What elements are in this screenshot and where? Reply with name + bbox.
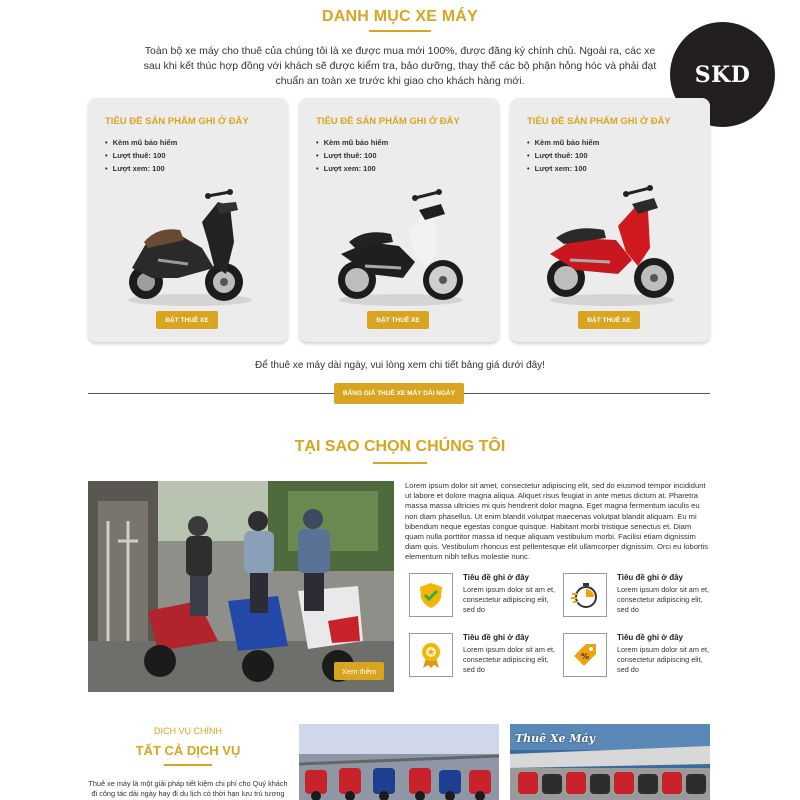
product-features xyxy=(105,136,177,175)
feature-item: • Lượt thuê: 100 xyxy=(527,149,599,162)
service-image[interactable] xyxy=(510,724,710,800)
motorbike-image[interactable] xyxy=(329,182,469,312)
feature-title: Tiêu đề ghi ở đây xyxy=(617,573,683,582)
price-list-button[interactable]: BẢNG GIÁ THUÊ XE MÁY DÀI NGÀY xyxy=(334,383,464,404)
feature-desc: Lorem ipsum dolor sit am et, consectetur adipiscing elit, sed do xyxy=(463,585,556,614)
catalog-description: Toàn bộ xe máy cho thuê của chúng tôi là xe được mua mới 100%, được đăng ký chính chủ. Ngoài ra, các xe sau khi kết thúc hợp đồng với khách sẽ được kiểm tra, bảo dưỡng, thay thế các bộ phận hỏng hóc và phải đạt chuẩn an toàn xe trước khi giao cho khách hàng mới. xyxy=(143,45,657,87)
logo-text: SKD xyxy=(694,61,751,88)
feature-item: • Kèm mũ bảo hiểm xyxy=(316,136,388,149)
product-card xyxy=(88,98,288,342)
product-card xyxy=(510,98,710,342)
feature-desc: Lorem ipsum dolor sit am et, consectetur adipiscing elit, sed do xyxy=(617,585,710,614)
rent-bike-button[interactable]: ĐẶT THUÊ XE xyxy=(578,311,640,329)
feature-desc: Lorem ipsum dolor sit am et, consectetur adipiscing elit, sed do xyxy=(463,645,556,674)
feature-item: • Lượt thuê: 100 xyxy=(105,149,177,162)
stopwatch-icon xyxy=(563,573,607,617)
title-underline xyxy=(373,462,427,464)
feature-block xyxy=(409,633,559,681)
product-title[interactable]: TIÊU ĐỀ SẢN PHẨM GHI Ở ĐÂY xyxy=(105,116,249,127)
services-description: Thuê xe máy là một giải pháp tiết kiệm chi phí cho Quý khách đi công tác dài ngày hay đi du lịch có thời hạn lưu trú tương xyxy=(88,779,288,798)
feature-block xyxy=(409,573,559,621)
title-underline xyxy=(164,764,212,766)
product-title[interactable]: TIÊU ĐỀ SẢN PHẨM GHI Ở ĐÂY xyxy=(316,116,460,127)
feature-title: Tiêu đề ghi ở đây xyxy=(463,633,529,642)
feature-desc: Lorem ipsum dolor sit am et, consectetur adipiscing elit, sed do xyxy=(617,645,710,674)
riders-photo xyxy=(88,481,394,692)
why-paragraph: Lorem ipsum dolor sit amet, consectetur adipiscing elit, sed do eiusmod tempor incididunt ut labore et dolore magna aliqua. Aliquet risus feugiat in ante metus dictum at. Pharetra massa massa ultricies mi quis hendrerit dolor magna. Eget magna fermentum iaculis eu non diam phasellus. Ut enim blandit volutpat maecenas volutpat blandit aliquam. Eu mi bibendum neque egestas congue quisque. Habitant morbi tristique senectus et. Diam quam nulla porttitor massa id neque aliquam vestibulum morbi. Facilisi etiam dignissim diam quis. Vestibulum rhoncus est pellentesque elit ullamcorper dignissim. Orci eu lobortis elementum nibh tellus molestie nunc. xyxy=(405,481,709,562)
product-title[interactable]: TIÊU ĐỀ SẢN PHẨM GHI Ở ĐÂY xyxy=(527,116,671,127)
feature-item: • Kèm mũ bảo hiểm xyxy=(527,136,599,149)
feature-block xyxy=(563,633,713,681)
rent-bike-button[interactable]: ĐẶT THUÊ XE xyxy=(367,311,429,329)
svg-text:%: % xyxy=(581,652,590,661)
scooter-image[interactable] xyxy=(118,182,258,312)
award-badge-icon xyxy=(409,633,453,677)
service-image[interactable] xyxy=(299,724,499,800)
services-title: TẤT CẢ DỊCH VỤ xyxy=(135,743,241,758)
services-kicker: DỊCH VỤ CHÍNH xyxy=(153,726,222,736)
product-card xyxy=(299,98,499,342)
feature-item: • Lượt xem: 100 xyxy=(105,162,177,175)
long-term-note: Để thuê xe máy dài ngày, vui lòng xem chi tiết bảng giá dưới đây! xyxy=(255,360,545,371)
catalog-title: DANH MỤC XE MÁY xyxy=(322,8,478,25)
feature-title: Tiêu đề ghi ở đây xyxy=(617,633,683,642)
feature-item: • Kèm mũ bảo hiểm xyxy=(105,136,177,149)
feature-item: • Lượt xem: 100 xyxy=(527,162,599,175)
red-motorbike-image[interactable] xyxy=(540,182,680,312)
feature-block xyxy=(563,573,713,621)
why-title: TẠI SAO CHỌN CHÚNG TÔI xyxy=(294,438,506,455)
service-image-label: Thuê Xe Máy xyxy=(515,732,596,745)
feature-item: • Lượt xem: 100 xyxy=(316,162,388,175)
feature-title: Tiêu đề ghi ở đây xyxy=(463,573,529,582)
discount-tag-icon xyxy=(563,633,607,677)
feature-item: • Lượt thuê: 100 xyxy=(316,149,388,162)
see-more-button[interactable]: Xem thêm xyxy=(334,662,384,680)
title-underline xyxy=(369,30,431,32)
product-features xyxy=(316,136,388,175)
rent-bike-button[interactable]: ĐẶT THUÊ XE xyxy=(156,311,218,329)
product-features xyxy=(527,136,599,175)
shield-check-icon xyxy=(409,573,453,617)
